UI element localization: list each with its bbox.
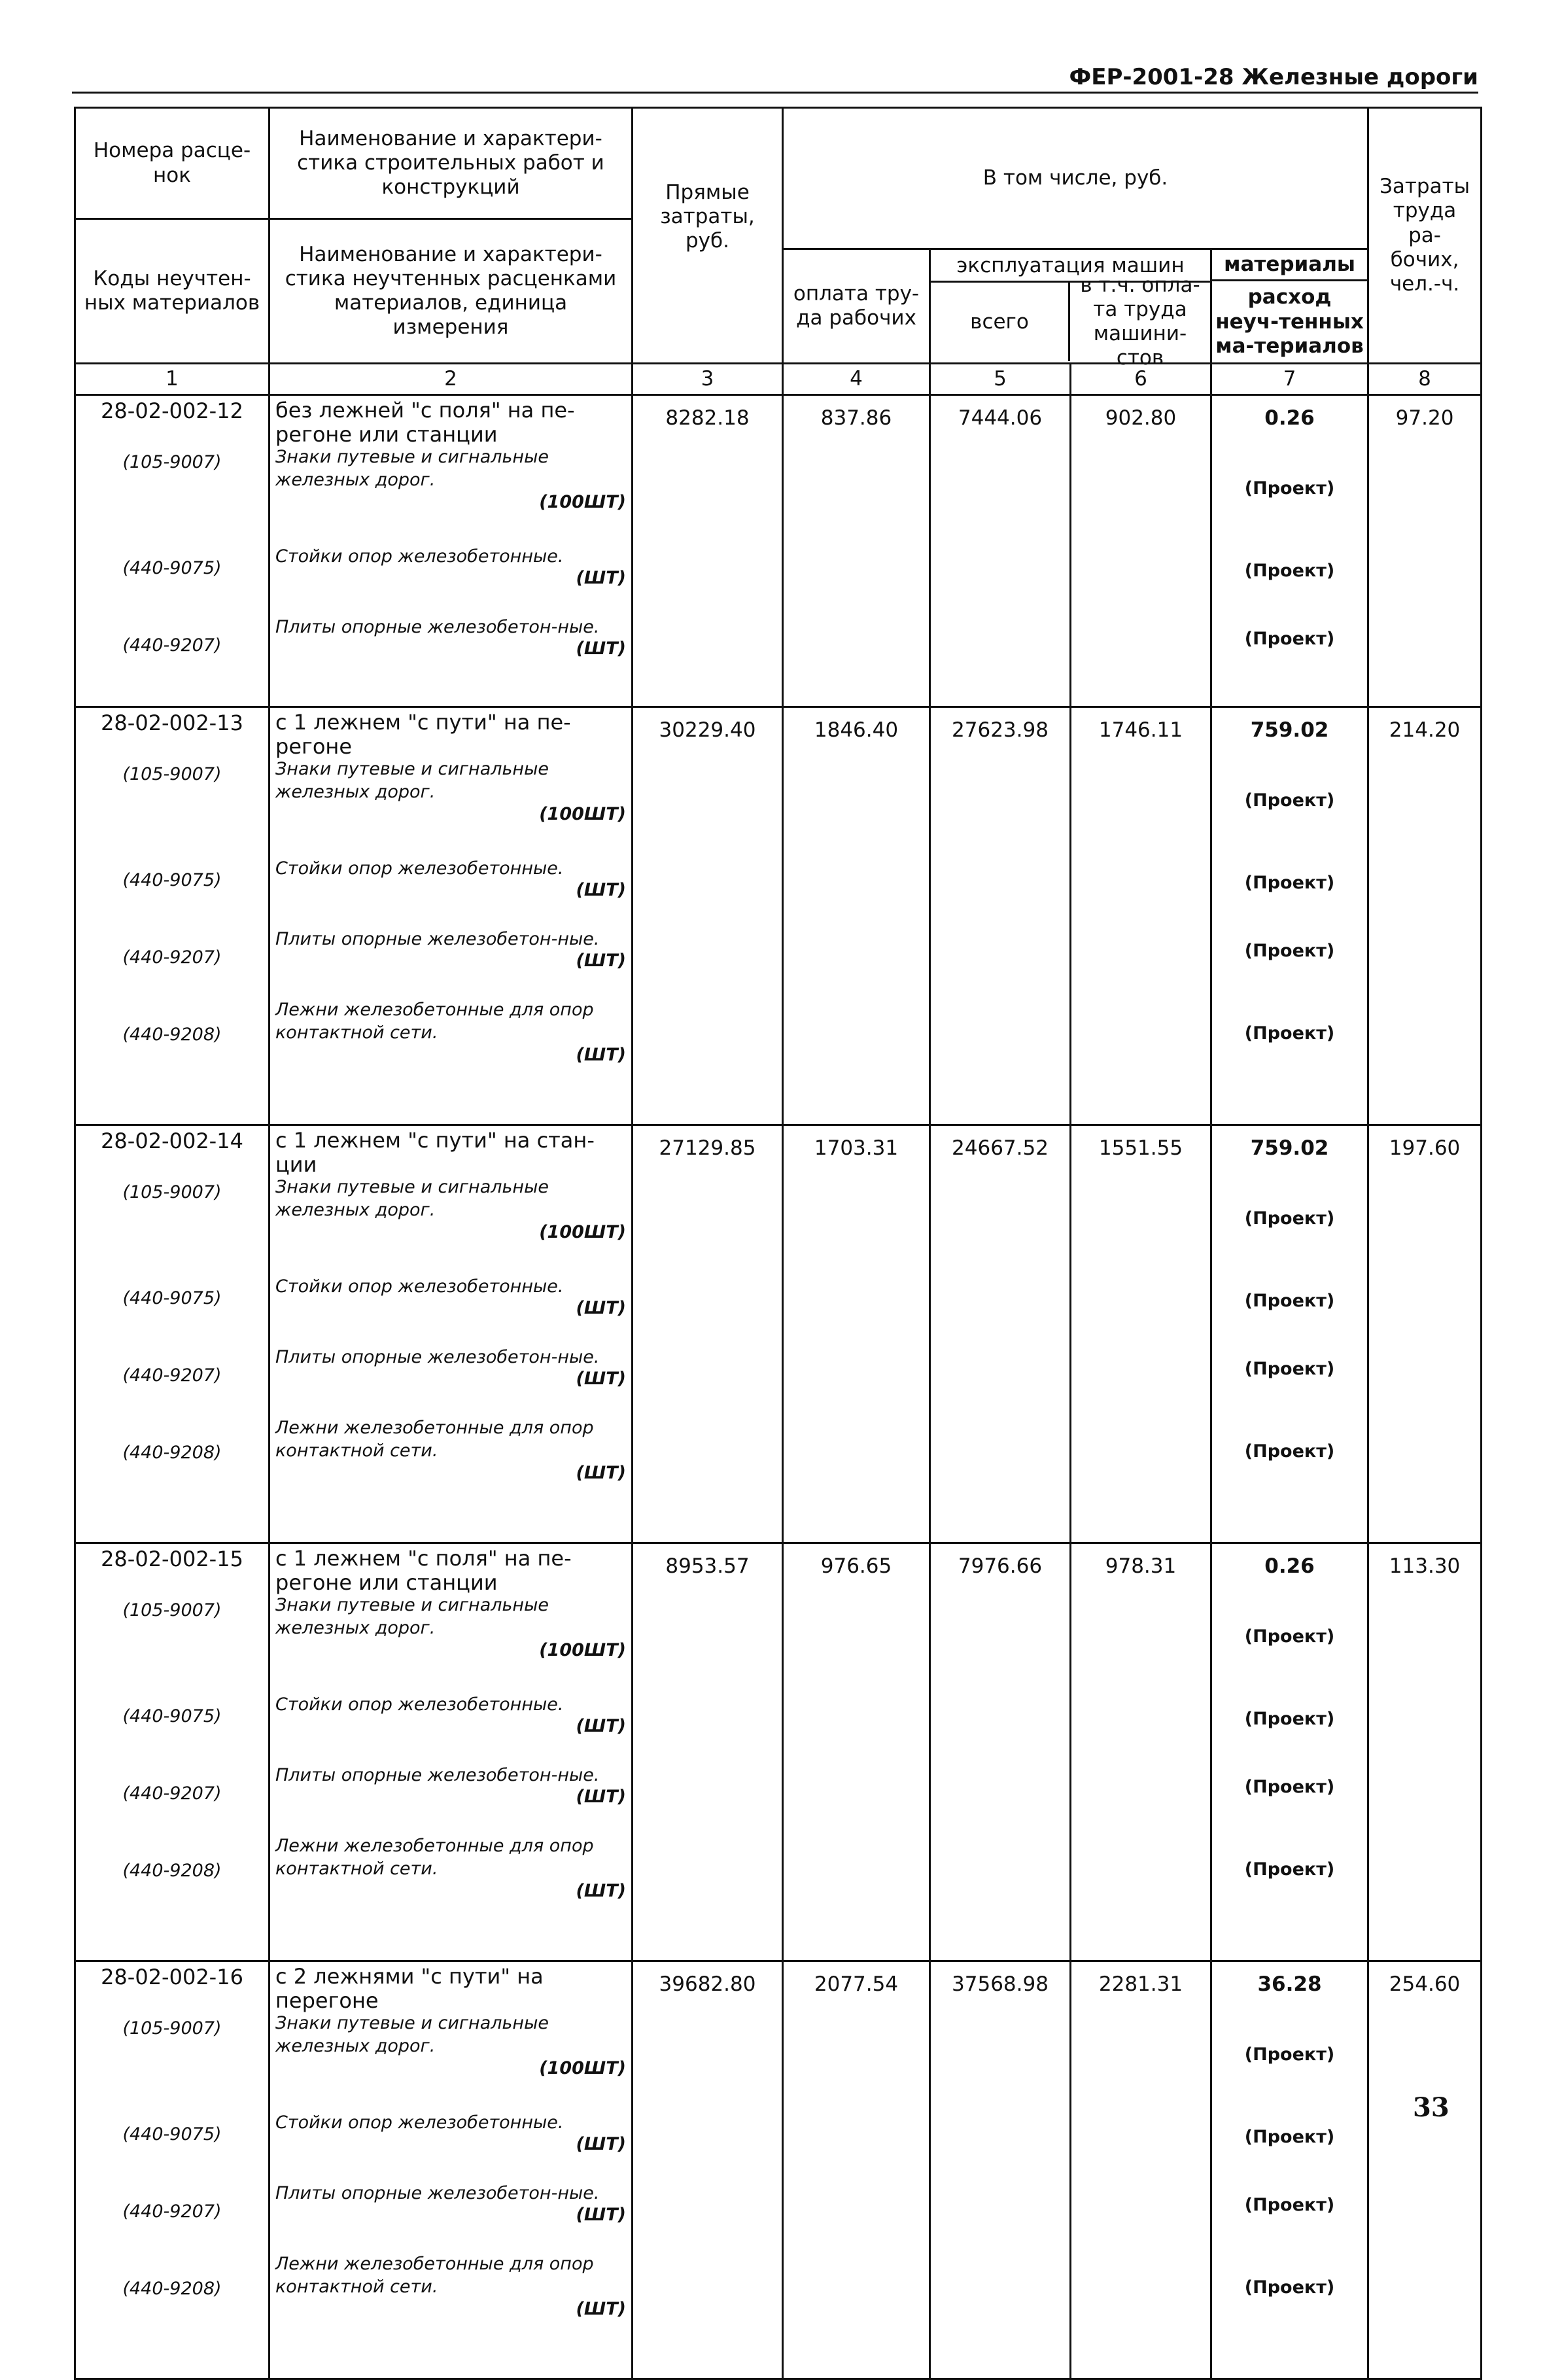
machines-total: 37568.98 [930,1961,1071,2379]
page-header [72,64,1478,94]
material-code: (105-9007) [122,764,222,785]
material-project-value: (Проект) [1244,941,1335,962]
material-code-cell [81,558,263,626]
rate-row [75,1961,1482,2379]
material-code-cell [81,1443,263,1539]
material-item [275,2111,626,2179]
machines-total: 27623.98 [930,707,1071,1125]
material-unit: (ШТ) [576,880,626,901]
material-value-cell [1217,985,1362,1082]
material-name: Знаки путевые и сигнальные железных дорог. [275,759,549,803]
material-project-value: (Проект) [1244,2044,1335,2065]
material-unit: (ШТ) [576,2298,626,2319]
material-project-value: (Проект) [1244,2127,1335,2148]
labor-hours: 254.60 [1368,1961,1482,2379]
material-code: (440-9208) [122,1861,222,1881]
material-item [275,1693,626,1761]
header-materials: материалы [1212,250,1367,281]
work-name-cell [269,1125,633,1543]
material-unit: (ШТ) [576,2134,626,2155]
material-project-value: (Проект) [1244,2277,1335,2298]
material-code-cell [81,1365,263,1433]
material-code: (105-9007) [122,1182,222,1203]
material-name: Плиты опорные железобетон-ные. [275,617,600,638]
material-unit: (100ШТ) [539,2057,626,2078]
material-value-cell [1217,605,1362,673]
materials-cost: 759.02 [1250,1136,1329,1161]
material-code-cell [81,2201,263,2269]
material-name: Стойки опор железобетонные. [275,858,564,879]
material-code-cell [81,1182,263,1279]
rate-code-cell [75,1961,269,2379]
header-rate-numbers: Номера расце-нок [75,108,269,219]
material-code-cell [81,2279,263,2375]
material-code: (440-9075) [122,1706,222,1727]
rate-code: 28-02-002-13 [101,710,243,736]
material-value-cell [1217,1267,1362,1335]
labor-hours: 97.20 [1368,395,1482,707]
material-unit: (100ШТ) [539,1639,626,1660]
rate-code: 28-02-002-12 [101,398,243,424]
header-material-name: Наименование и характери-стика неучтенных расценками материалов, единица измерения [269,219,633,364]
work-name-cell [269,1543,633,1961]
material-unit: (100ШТ) [539,803,626,824]
page-number: 33 [1413,2092,1450,2123]
material-unit: (ШТ) [576,1298,626,1319]
rates-table [74,107,1482,2380]
material-project-value: (Проект) [1244,2195,1335,2216]
material-project-value: (Проект) [1244,1777,1335,1798]
machinist-pay: 1746.11 [1071,707,1211,1125]
material-item [275,1594,626,1690]
material-item [275,1346,626,1414]
header-direct-cost: Прямые затраты, руб. [633,108,783,364]
material-code: (440-9075) [122,1288,222,1309]
header-including: В том числе, руб. [783,108,1368,249]
machines-total: 7976.66 [930,1543,1071,1961]
material-value-cell [1217,2006,1362,2103]
rate-row [75,1125,1482,1543]
column-number: 5 [930,364,1071,395]
machinist-pay: 2281.31 [1071,1961,1211,2379]
rate-code-cell [75,707,269,1125]
header-labor-pay: оплата тру-да рабочих [783,249,930,364]
column-number: 1 [75,364,269,395]
material-value-cell [1217,1685,1362,1753]
labor-pay: 976.65 [783,1543,930,1961]
labor-hours: 197.60 [1368,1125,1482,1543]
material-unit: (ШТ) [576,639,626,659]
document-title: ФЕР-2001-28 Железные дороги [1069,64,1478,90]
direct-cost: 39682.80 [633,1961,783,2379]
column-number: 4 [783,364,930,395]
material-code-cell [81,764,263,861]
material-code: (440-9075) [122,558,222,579]
rate-row [75,1543,1482,1961]
header-work-name: Наименование и характери-стика строительных работ и конструкций [269,108,633,219]
machinist-pay: 978.31 [1071,1543,1211,1961]
material-unit: (ШТ) [576,1044,626,1065]
column-number: 8 [1368,364,1482,395]
material-code: (105-9007) [122,1600,222,1621]
direct-cost: 8282.18 [633,395,783,707]
material-project-value: (Проект) [1244,1626,1335,1647]
materials-cost: 0.26 [1264,1554,1315,1579]
material-unit: (100ШТ) [539,1221,626,1242]
work-name: без лежней "с поля" на пе-регоне или станции [275,398,575,447]
material-value-cell [1217,1753,1362,1821]
header-materials-group [1211,249,1368,364]
materials-cell [1211,1125,1368,1543]
material-item [275,1834,626,1931]
materials-cell [1211,395,1368,707]
material-project-value: (Проект) [1244,629,1335,650]
material-unit: (ШТ) [576,1716,626,1737]
material-value-cell [1217,1170,1362,1267]
material-name: Знаки путевые и сигнальные железных дорог. [275,2013,549,2057]
material-value-cell [1217,1335,1362,1403]
material-name: Стойки опор железобетонные. [275,1276,564,1297]
rate-code: 28-02-002-14 [101,1129,243,1154]
labor-pay: 837.86 [783,395,930,707]
material-value-cell [1217,1821,1362,1918]
labor-hours: 113.30 [1368,1543,1482,1961]
direct-cost: 27129.85 [633,1125,783,1543]
material-code: (440-9208) [122,1443,222,1463]
labor-hours: 214.20 [1368,707,1482,1125]
rate-row [75,707,1482,1125]
material-code-cell [81,635,263,703]
material-project-value: (Проект) [1244,478,1335,499]
material-code: (440-9207) [122,1783,222,1804]
material-name: Лежни железобетонные для опор контактной сети. [275,1418,594,1461]
material-item [275,2182,626,2250]
rate-code: 28-02-002-15 [101,1547,243,1572]
material-value-cell [1217,2171,1362,2239]
machinist-pay: 1551.55 [1071,1125,1211,1543]
rate-code-cell [75,1543,269,1961]
header-machines-total: всего [931,283,1070,361]
column-numbers-row [75,364,1482,395]
material-code: (440-9207) [122,635,222,656]
material-value-cell [1217,537,1362,605]
rate-code-cell [75,395,269,707]
column-number: 7 [1211,364,1368,395]
material-item [275,1176,626,1272]
column-number: 6 [1071,364,1211,395]
material-code-cell [81,2124,263,2192]
table-header [75,108,1482,395]
material-value-cell [1217,917,1362,985]
material-item [275,545,626,613]
material-name: Плиты опорные железобетон-ные. [275,1347,600,1368]
material-project-value: (Проект) [1244,1359,1335,1380]
material-code-cell [81,1861,263,1957]
work-name: с 1 лежнем "с пути" на пе-регоне [275,710,571,760]
material-value-cell [1217,849,1362,917]
material-code-cell [81,1288,263,1356]
material-item [275,1764,626,1832]
material-code-cell [81,2018,263,2115]
material-project-value: (Проект) [1244,873,1335,894]
column-number: 3 [633,364,783,395]
material-unit: (100ШТ) [539,491,626,512]
labor-pay: 1846.40 [783,707,930,1125]
material-item [275,2252,626,2349]
material-code: (440-9207) [122,947,222,968]
materials-cost: 36.28 [1257,1972,1322,1997]
table-body [75,395,1482,2379]
material-value-cell [1217,752,1362,849]
work-name: с 1 лежнем "с пути" на стан-ции [275,1128,595,1178]
direct-cost: 30229.40 [633,707,783,1125]
material-project-value: (Проект) [1244,1709,1335,1730]
material-code: (440-9207) [122,2201,222,2222]
material-project-value: (Проект) [1244,790,1335,811]
header-machines-group [930,249,1211,370]
header-labor-hours: Затраты труда ра-бочих, чел.-ч. [1368,108,1482,364]
material-code: (105-9007) [122,2018,222,2039]
column-number: 2 [269,364,633,395]
material-unit: (ШТ) [576,1369,626,1390]
materials-cost: 759.02 [1250,718,1329,743]
material-value-cell [1217,1403,1362,1500]
material-item [275,2012,626,2109]
labor-pay: 2077.54 [783,1961,930,2379]
materials-cell [1211,1961,1368,2379]
labor-pay: 1703.31 [783,1125,930,1543]
material-name: Стойки опор железобетонные. [275,2112,564,2133]
material-code-cell [81,870,263,938]
material-item [275,616,626,684]
work-name-cell [269,395,633,707]
materials-cell [1211,707,1368,1125]
material-name: Лежни железобетонные для опор контактной сети. [275,1836,594,1880]
header-unaccounted-materials: расход неуч-тенных ма-териалов [1215,285,1364,358]
rate-row [75,395,1482,707]
material-code: (440-9207) [122,1365,222,1386]
rate-code-cell [75,1125,269,1543]
material-code: (440-9208) [122,2279,222,2300]
material-code-cell [81,1600,263,1697]
material-code: (440-9208) [122,1024,222,1045]
material-project-value: (Проект) [1244,1859,1335,1880]
material-code: (440-9075) [122,2124,222,2145]
material-project-value: (Проект) [1244,1023,1335,1044]
material-name: Лежни железобетонные для опор контактной сети. [275,1000,594,1043]
material-code-cell [81,947,263,1015]
material-item [275,928,626,996]
material-code-cell [81,1783,263,1851]
work-name-cell [269,707,633,1125]
material-code: (440-9075) [122,870,222,891]
material-value-cell [1217,440,1362,537]
material-project-value: (Проект) [1244,561,1335,582]
material-unit: (ШТ) [576,1880,626,1901]
material-code: (105-9007) [122,452,222,473]
material-value-cell [1217,2103,1362,2171]
material-item [275,1275,626,1343]
materials-cell [1211,1543,1368,1961]
material-unit: (ШТ) [576,1787,626,1808]
material-item [275,758,626,854]
material-code-cell [81,1024,263,1121]
material-name: Плиты опорные железобетон-ные. [275,929,600,950]
material-code-cell [81,1706,263,1774]
material-value-cell [1217,2239,1362,2336]
materials-cost: 0.26 [1264,406,1315,430]
header-machinist-pay: в т.ч. опла-та труда машини-стов [1080,273,1200,370]
rate-code: 28-02-002-16 [101,1965,243,1990]
material-name: Лежни железобетонные для опор контактной сети. [275,2254,594,2298]
material-project-value: (Проект) [1244,1291,1335,1312]
material-name: Стойки опор железобетонные. [275,546,564,567]
header-material-codes: Коды неучтен-ных материалов [75,219,269,364]
material-unit: (ШТ) [576,951,626,971]
material-unit: (ШТ) [576,1462,626,1483]
work-name: с 1 лежнем "с поля" на пе-регоне или станции [275,1546,572,1596]
material-name: Плиты опорные железобетон-ные. [275,1765,600,1786]
material-item [275,998,626,1095]
material-project-value: (Проект) [1244,1208,1335,1229]
material-item [275,1416,626,1513]
material-unit: (ШТ) [576,2205,626,2226]
material-name: Стойки опор железобетонные. [275,1694,564,1715]
machines-total: 7444.06 [930,395,1071,707]
machinist-pay: 902.80 [1071,395,1211,707]
material-item [275,857,626,925]
header-machines: эксплуатация машин [931,251,1210,283]
work-name: с 2 лежнями "с пути" на перегоне [275,1964,544,2014]
material-code-cell [81,452,263,549]
material-unit: (ШТ) [576,568,626,589]
material-name: Знаки путевые и сигнальные железных дорог. [275,1177,549,1221]
material-value-cell [1217,1588,1362,1685]
direct-cost: 8953.57 [633,1543,783,1961]
material-item [275,446,626,542]
machines-total: 24667.52 [930,1125,1071,1543]
material-name: Знаки путевые и сигнальные железных дорог. [275,447,549,491]
material-name: Знаки путевые и сигнальные железных дорог. [275,1595,549,1639]
material-project-value: (Проект) [1244,1441,1335,1462]
material-name: Плиты опорные железобетон-ные. [275,2183,600,2204]
work-name-cell [269,1961,633,2379]
